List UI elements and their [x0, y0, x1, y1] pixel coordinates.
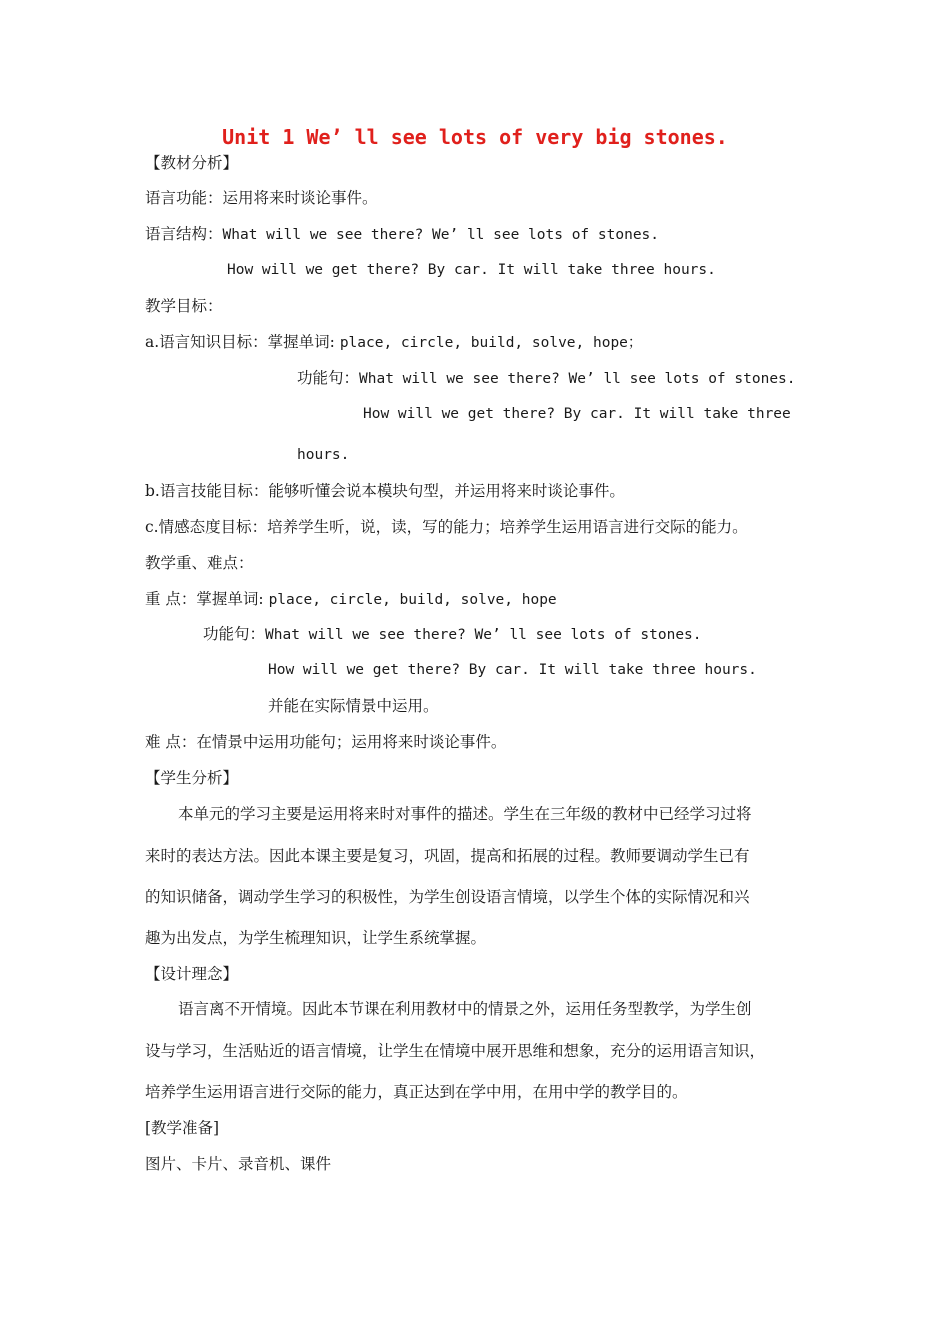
key-difficulty: 难 点：在情景中运用功能句；运用将来时谈论事件。	[145, 733, 507, 751]
key-focus-words: place, circle, build, solve, hope	[268, 592, 557, 608]
student-analysis-line: 趣为出发点，为学生梳理知识，让学生系统掌握。	[145, 929, 487, 947]
objective-c: c.情感态度目标：培养学生听，说，读，写的能力；培养学生运用语言进行交际的能力。	[145, 518, 748, 536]
objective-a	[145, 332, 642, 353]
key-function-line2: How will we get there? By car. It will take three hours.	[268, 662, 757, 678]
language-structure-line2: How will we get there? By car. It will take three hours.	[227, 262, 716, 278]
objectives-heading: 教学目标：	[145, 297, 223, 315]
textbook-analysis-heading: 【教材分析】	[145, 154, 239, 172]
key-function-label: 功能句：	[203, 625, 266, 643]
objective-a-function-label: 功能句：	[297, 369, 360, 387]
language-structure-line1: What will we see there? We’ ll see lots of stones.	[222, 227, 660, 243]
design-concept-line: 设与学习，生活贴近的语言情境，让学生在情境中展开思维和想象，充分的运用语言知识，	[145, 1042, 766, 1060]
design-concept-line: 语言离不开情境。因此本节课在利用教材中的情景之外，运用任务型教学，为学生创	[178, 1000, 752, 1018]
key-function	[203, 624, 702, 645]
language-function	[145, 188, 378, 208]
key-function-line1: What will we see there? We’ ll see lots of stones.	[265, 627, 702, 643]
language-structure-label: 语言结构：	[145, 225, 223, 243]
preparation-heading: [教学准备]	[145, 1119, 220, 1137]
key-function-line3: 并能在实际情景中运用。	[268, 697, 439, 715]
objective-a-function-line3: hours.	[297, 447, 350, 463]
objective-a-label: a.语言知识目标：掌握单词:	[145, 333, 340, 351]
student-analysis-line: 本单元的学习主要是运用将来时对事件的描述。学生在三年级的教材中已经学习过将	[178, 805, 752, 823]
objective-a-words: place, circle, build, solve, hope；	[339, 335, 643, 351]
design-concept-heading: 【设计理念】	[145, 965, 239, 983]
objective-a-function	[297, 368, 796, 389]
key-points-heading: 教学重、难点：	[145, 554, 254, 572]
language-function-text: 运用将来时谈论事件。	[222, 189, 378, 207]
design-concept-line: 培养学生运用语言进行交际的能力，真正达到在学中用，在用中学的教学目的。	[145, 1083, 688, 1101]
document-title: Unit 1 We’ ll see lots of very big stones.	[222, 125, 728, 149]
student-analysis-heading: 【学生分析】	[145, 769, 239, 787]
objective-a-function-line1: What will we see there? We’ ll see lots of stones.	[359, 371, 796, 387]
key-focus	[145, 589, 557, 610]
student-analysis-line: 来时的表达方法。因此本课主要是复习，巩固，提高和拓展的过程。教师要调动学生已有	[145, 847, 750, 865]
language-function-label: 语言功能：	[145, 189, 223, 207]
student-analysis-line: 的知识储备，调动学生学习的积极性，为学生创设语言情境，以学生个体的实际情况和兴	[145, 888, 750, 906]
language-structure	[145, 224, 659, 245]
objective-a-function-line2: How will we get there? By car. It will take three	[363, 406, 791, 422]
objective-b: b.语言技能目标：能够听懂会说本模块句型，并运用将来时谈论事件。	[145, 482, 625, 500]
preparation-items: 图片、卡片、录音机、课件	[145, 1155, 332, 1173]
key-focus-label: 重 点：掌握单词:	[145, 590, 269, 608]
